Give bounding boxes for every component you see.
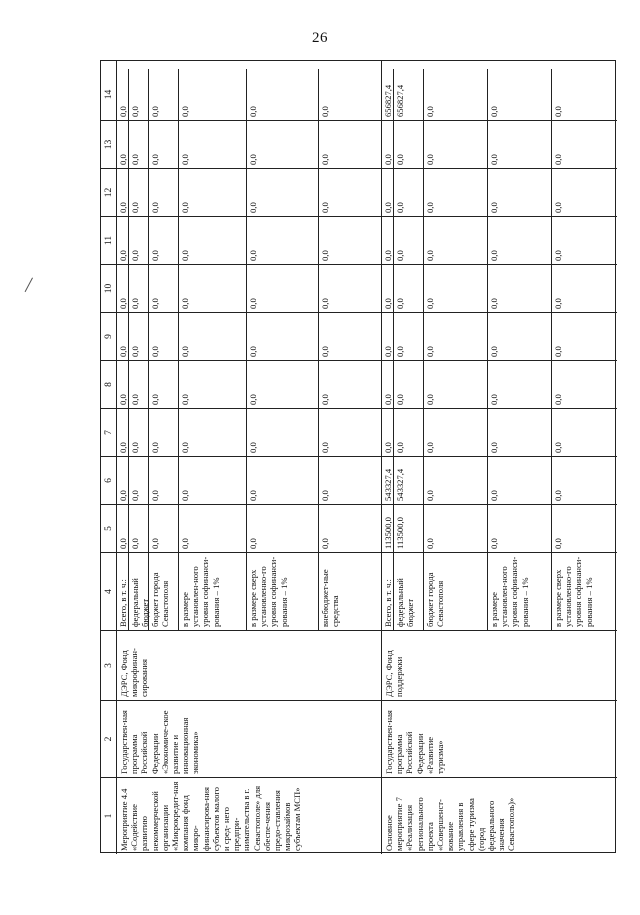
header-row — [101, 61, 117, 854]
value-column-14 — [382, 69, 617, 120]
header-col-3: 3 — [101, 630, 117, 700]
value-column-8 — [117, 360, 381, 408]
amount-value: 0,0 — [117, 313, 129, 360]
amount-value: 0,0 — [247, 457, 319, 504]
funding-source-column — [117, 552, 381, 630]
amount-value: 656827,4 — [394, 69, 424, 120]
funding-source-label: бюджет города Севастополя — [149, 553, 179, 630]
amount-value: 0,0 — [129, 409, 149, 456]
funding-source-label: Всего, в т. ч.: — [382, 553, 394, 630]
amount-value: 0,0 — [129, 457, 149, 504]
amount-value: 0,0 — [320, 202, 330, 213]
amount-value: 0,0 — [553, 442, 563, 453]
amount-value: 0,0 — [247, 121, 319, 168]
amount-value: 0,0 — [247, 217, 319, 264]
amount-value: 0,0 — [320, 442, 330, 453]
amount-value: 0,0 — [117, 265, 129, 312]
funding-source-label: в размере установлен-ного уровня софинанси-рования – 1% — [488, 553, 552, 630]
header-col-8: 8 — [101, 360, 117, 408]
amount-value: 0,0 — [424, 505, 488, 552]
amount-value: 0,0 — [247, 69, 319, 120]
header-col-11: 11 — [101, 216, 117, 264]
amount-value: 0,0 — [179, 121, 247, 168]
amount-value: 0,0 — [179, 217, 247, 264]
funding-source-label: в размере установлен-ного уровня софинанси-рования – 1% — [179, 553, 247, 630]
amount-value: 0,0 — [320, 538, 330, 549]
amount-value: 0,0 — [553, 490, 563, 501]
amount-value: 0,0 — [382, 313, 394, 360]
value-column-10 — [382, 264, 617, 312]
amount-value: 0,0 — [179, 361, 247, 408]
amount-value: 0,0 — [179, 313, 247, 360]
amount-value: 0,0 — [553, 202, 563, 213]
amount-value: 0,0 — [394, 265, 424, 312]
amount-value: 0,0 — [179, 505, 247, 552]
amount-value: 0,0 — [117, 69, 129, 120]
amount-value: 0,0 — [179, 169, 247, 216]
amount-value: 0,0 — [488, 217, 552, 264]
amount-value: 0,0 — [424, 457, 488, 504]
funding-source-column — [382, 552, 617, 630]
amount-value: 0,0 — [382, 361, 394, 408]
amount-value: 0,0 — [382, 409, 394, 456]
amount-value: 0,0 — [488, 121, 552, 168]
amount-value: 0,0 — [247, 505, 319, 552]
amount-value: 0,0 — [117, 409, 129, 456]
amount-value: 0,0 — [488, 69, 552, 120]
header-col-4: 4 — [101, 552, 117, 630]
value-column-13 — [382, 120, 617, 168]
funding-source-label: в размере сверх установленно-го уровня софинанси-рования – 1% — [553, 556, 594, 627]
amount-value: 0,0 — [553, 394, 563, 405]
amount-value: 0,0 — [488, 265, 552, 312]
funding-source-label: внебюджет-ные средства — [320, 569, 341, 627]
amount-value: 0,0 — [382, 169, 394, 216]
amount-value: 0,0 — [117, 361, 129, 408]
amount-value: 0,0 — [424, 409, 488, 456]
executor-cell: ДЭРС, Фонд микрофинан-сирования — [117, 630, 381, 700]
amount-value: 113500,0 — [382, 505, 394, 552]
amount-value: 0,0 — [320, 394, 330, 405]
measure-name-cell: Основное мероприятие 7 «Реализация регионального проекта «Совершенст-вование управления в сфере туризма (город федерального значения Севастополь)» — [382, 777, 617, 854]
amount-value: 0,0 — [149, 69, 179, 120]
amount-value: 0,0 — [117, 169, 129, 216]
value-column-14 — [117, 69, 381, 120]
amount-value: 0,0 — [129, 121, 149, 168]
amount-value: 656827,4 — [382, 69, 394, 120]
page-number: 26 — [312, 30, 328, 46]
value-column-6 — [117, 456, 381, 504]
amount-value: 0,0 — [394, 217, 424, 264]
amount-value: 113500,0 — [394, 505, 424, 552]
amount-value: 0,0 — [320, 154, 330, 165]
value-column-7 — [382, 408, 617, 456]
value-column-11 — [117, 216, 381, 264]
amount-value: 0,0 — [394, 313, 424, 360]
amount-value: 0,0 — [424, 313, 488, 360]
amount-value: 0,0 — [424, 169, 488, 216]
amount-value: 0,0 — [247, 409, 319, 456]
amount-value: 0,0 — [424, 217, 488, 264]
amount-value: 0,0 — [117, 505, 129, 552]
value-column-5 — [382, 504, 617, 552]
amount-value: 0,0 — [382, 121, 394, 168]
value-column-9 — [382, 312, 617, 360]
amount-value: 0,0 — [424, 265, 488, 312]
amount-value: 0,0 — [129, 265, 149, 312]
amount-value: 0,0 — [488, 169, 552, 216]
table-row — [382, 61, 617, 854]
amount-value: 0,0 — [488, 409, 552, 456]
amount-value: 0,0 — [394, 361, 424, 408]
amount-value: 0,0 — [320, 250, 330, 261]
amount-value: 0,0 — [424, 69, 488, 120]
amount-value: 0,0 — [424, 121, 488, 168]
amount-value: 0,0 — [149, 217, 179, 264]
budget-table — [100, 60, 616, 853]
amount-value: 0,0 — [149, 457, 179, 504]
amount-value: 0,0 — [394, 121, 424, 168]
header-col-7: 7 — [101, 408, 117, 456]
amount-value: 0,0 — [488, 361, 552, 408]
amount-value: 0,0 — [129, 169, 149, 216]
funding-source-label: федеральный бюджет — [394, 553, 424, 630]
amount-value: 0,0 — [553, 106, 563, 117]
measure-name-cell: Мероприятие 4.4 «Содействие развитию некоммерческой организации «Микрокредит-ная компания фонд микро-финансирова-ния субъектов малого и сред- него предпри-нимательства в г. Севастополе» для обеспе-чения предо-ставления микрозаймов субъектам МСП» — [117, 777, 381, 854]
amount-value: 0,0 — [394, 169, 424, 216]
amount-value: 0,0 — [553, 298, 563, 309]
amount-value: 0,0 — [553, 250, 563, 261]
amount-value: 0,0 — [149, 505, 179, 552]
table-row — [117, 61, 382, 854]
amount-value: 0,0 — [129, 217, 149, 264]
amount-value: 0,0 — [553, 154, 563, 165]
value-column-12 — [382, 168, 617, 216]
budget-table-rotated-content — [101, 61, 617, 854]
value-column-7 — [117, 408, 381, 456]
amount-value: 0,0 — [149, 265, 179, 312]
amount-value: 0,0 — [117, 121, 129, 168]
amount-value: 0,0 — [149, 313, 179, 360]
amount-value: 543327,4 — [382, 457, 394, 504]
program-cell: Государствен-ная программа Российской Федерации «Экономиче-ское развитие и инновационная экономика» — [117, 700, 381, 777]
header-col-12: 12 — [101, 168, 117, 216]
amount-value: 0,0 — [488, 457, 552, 504]
amount-value: 0,0 — [247, 313, 319, 360]
value-column-10 — [117, 264, 381, 312]
amount-value: 0,0 — [129, 313, 149, 360]
amount-value: 0,0 — [129, 505, 149, 552]
value-column-6 — [382, 456, 617, 504]
amount-value: 543327,4 — [394, 457, 424, 504]
header-col-2: 2 — [101, 700, 117, 777]
amount-value: 0,0 — [553, 346, 563, 357]
amount-value: 0,0 — [247, 169, 319, 216]
executor-cell: ДЭРС, Фонд поддержки — [382, 630, 617, 700]
amount-value: 0,0 — [382, 217, 394, 264]
amount-value: 0,0 — [424, 361, 488, 408]
amount-value: 0,0 — [488, 505, 552, 552]
amount-value: 0,0 — [320, 490, 330, 501]
stray-pen-mark — [25, 278, 38, 295]
header-col-14: 14 — [104, 89, 114, 100]
amount-value: 0,0 — [488, 313, 552, 360]
header-col-9: 9 — [101, 312, 117, 360]
header-col-6: 6 — [101, 456, 117, 504]
funding-source-label: федеральный бюджет — [129, 553, 149, 630]
program-cell: Государствен-ная программа Российской Федерации «Развитие туризма» — [382, 700, 617, 777]
amount-value: 0,0 — [149, 361, 179, 408]
header-col-10: 10 — [101, 264, 117, 312]
amount-value: 0,0 — [149, 169, 179, 216]
value-column-13 — [117, 120, 381, 168]
amount-value: 0,0 — [320, 106, 330, 117]
amount-value: 0,0 — [149, 409, 179, 456]
amount-value: 0,0 — [320, 298, 330, 309]
amount-value: 0,0 — [553, 538, 563, 549]
amount-value: 0,0 — [179, 409, 247, 456]
value-column-11 — [382, 216, 617, 264]
value-column-8 — [382, 360, 617, 408]
amount-value: 0,0 — [179, 69, 247, 120]
header-col-13: 13 — [101, 120, 117, 168]
amount-value: 0,0 — [247, 361, 319, 408]
header-col-5: 5 — [101, 504, 117, 552]
amount-value: 0,0 — [247, 265, 319, 312]
amount-value: 0,0 — [394, 409, 424, 456]
amount-value: 0,0 — [179, 265, 247, 312]
value-column-9 — [117, 312, 381, 360]
header-col-1: 1 — [101, 777, 117, 854]
amount-value: 0,0 — [179, 457, 247, 504]
amount-value: 0,0 — [149, 121, 179, 168]
amount-value: 0,0 — [382, 265, 394, 312]
amount-value: 0,0 — [320, 346, 330, 357]
funding-source-label: в размере сверх установленно-го уровня софинанси-рования – 1% — [247, 553, 319, 630]
value-column-5 — [117, 504, 381, 552]
value-column-12 — [117, 168, 381, 216]
funding-source-label: бюджет города Севастополя — [424, 553, 488, 630]
funding-source-label: Всего, в т. ч.: — [117, 553, 129, 630]
amount-value: 0,0 — [129, 361, 149, 408]
amount-value: 0,0 — [117, 217, 129, 264]
amount-value: 0,0 — [117, 457, 129, 504]
amount-value: 0,0 — [129, 69, 149, 120]
